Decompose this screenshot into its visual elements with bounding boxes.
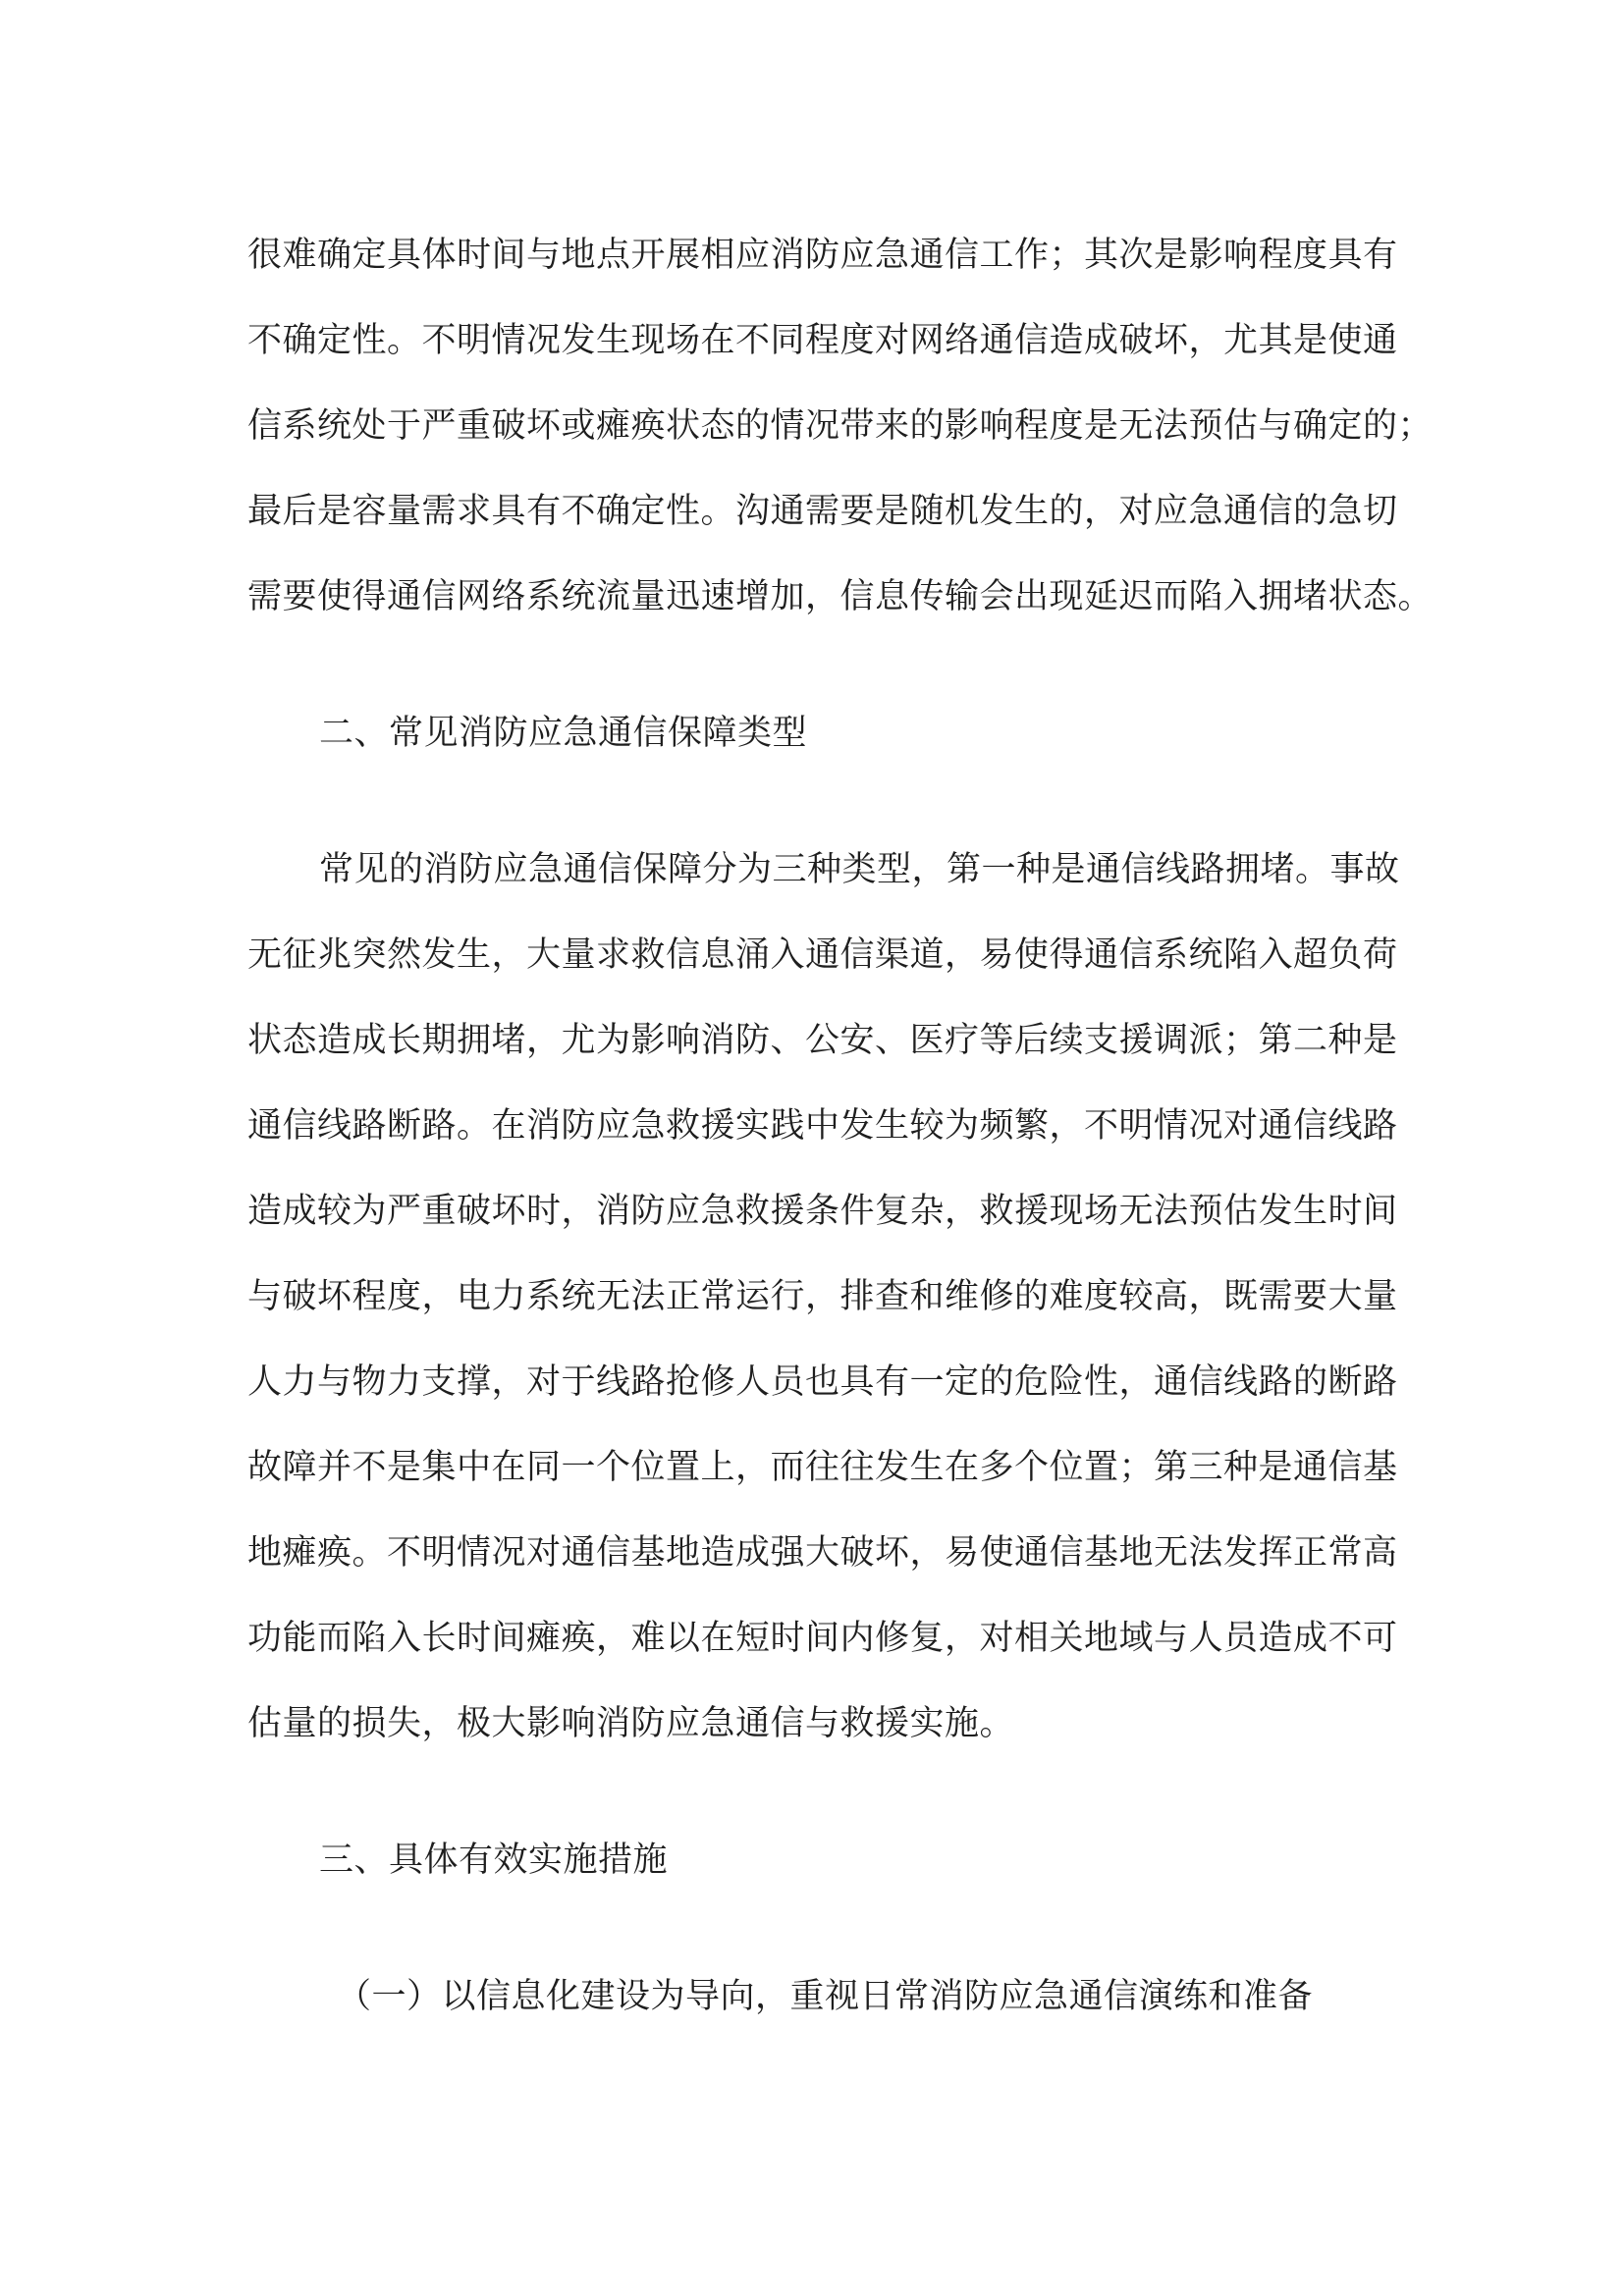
paragraph-2-line-9: 地瘫痪。不明情况对通信基地造成强大破坏，易使通信基地无法发挥正常高 <box>247 1533 1398 1573</box>
paragraph-1-line-3: 信系统处于严重破坏或瘫痪状态的情况带来的影响程度是无法预估与确定的； <box>247 406 1434 446</box>
section-heading-3: 三、具体有效实施措施 <box>319 1841 669 1880</box>
paragraph-1-line-5: 需要使得通信网络系统流量迅速增加，信息传输会出现延迟而陷入拥堵状态。 <box>247 577 1434 616</box>
subsection-heading-3-1: （一）以信息化建设为导向，重视日常消防应急通信演练和准备 <box>337 1977 1314 2016</box>
section-heading-2: 二、常见消防应急通信保障类型 <box>319 714 808 753</box>
paragraph-2-line-7: 人力与物力支撑，对于线路抢修人员也具有一定的危险性，通信线路的断路 <box>247 1362 1398 1402</box>
paragraph-2-line-8: 故障并不是集中在同一个位置上，而往往发生在多个位置；第三种是通信基 <box>247 1448 1398 1487</box>
paragraph-2-line-1: 常见的消防应急通信保障分为三种类型，第一种是通信线路拥堵。事故 <box>319 850 1400 889</box>
paragraph-2-line-6: 与破坏程度，电力系统无法正常运行，排查和维修的难度较高，既需要大量 <box>247 1277 1398 1316</box>
paragraph-1-line-2: 不确定性。不明情况发生现场在不同程度对网络通信造成破坏，尤其是使通 <box>247 321 1398 360</box>
paragraph-2-line-2: 无征兆突然发生，大量求救信息涌入通信渠道，易使得通信系统陷入超负荷 <box>247 935 1398 975</box>
paragraph-1-line-1: 很难确定具体时间与地点开展相应消防应急通信工作；其次是影响程度具有 <box>247 236 1398 275</box>
paragraph-2-line-3: 状态造成长期拥堵，尤为影响消防、公安、医疗等后续支援调派；第二种是 <box>247 1021 1398 1060</box>
paragraph-2-line-10: 功能而陷入长时间瘫痪，难以在短时间内修复，对相关地域与人员造成不可 <box>247 1619 1398 1658</box>
paragraph-2-line-5: 造成较为严重破坏时，消防应急救援条件复杂，救援现场无法预估发生时间 <box>247 1192 1398 1231</box>
paragraph-2-line-4: 通信线路断路。在消防应急救援实践中发生较为频繁，不明情况对通信线路 <box>247 1106 1398 1146</box>
paragraph-1-line-4: 最后是容量需求具有不确定性。沟通需要是随机发生的，对应急通信的急切 <box>247 492 1398 531</box>
paragraph-2-line-11: 估量的损失，极大影响消防应急通信与救援实施。 <box>247 1704 1015 1743</box>
